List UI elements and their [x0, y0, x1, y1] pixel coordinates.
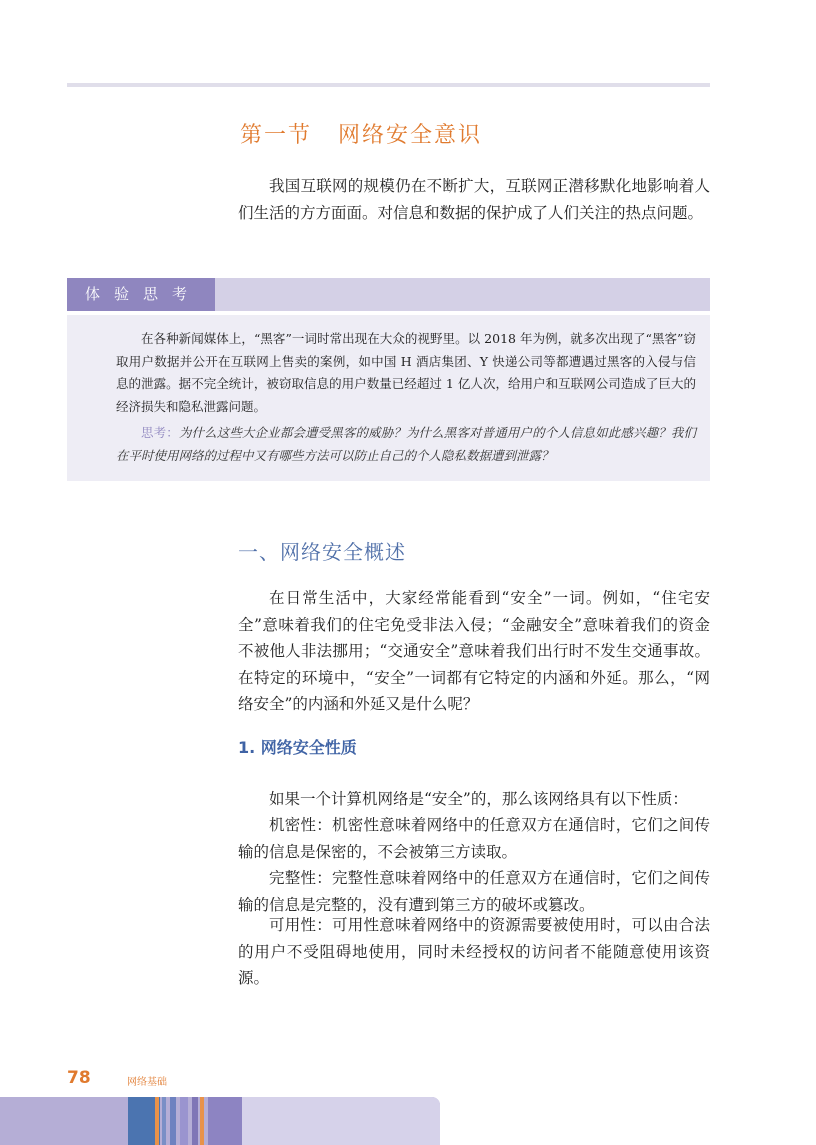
- section-number: 第一节: [240, 123, 313, 148]
- availability-paragraph: 可用性：可用性意味着网络中的资源需要被使用时，可以由合法的用户不受阻碍地使用，同时未经授权的访问者不能随意使用该资源。: [238, 916, 710, 987]
- experience-box: [67, 315, 710, 481]
- experience-box-tag: 体验思考: [67, 278, 215, 311]
- page-number: 78: [67, 1068, 91, 1088]
- experience-box-text: 在各种新闻媒体上，“黑客”一词时常出现在大众的视野里。以 2018 年为例，就多次出现了“黑客”窃取用户数据并公开在互联网上售卖的案例，如中国 H 酒店集团、Y 快递公司等都遭遇过黑客的入侵与信息的泄露。据不完全统计，被窃取信息的用户数量已经超过 1 亿人次，给用户和互联网公司造成了巨大的经济损失和隐私泄露问题。: [116, 331, 696, 414]
- subsection-heading: 一、网络安全概述: [238, 540, 406, 564]
- think-label: 思考：: [141, 425, 179, 440]
- think-text: 为什么这些大企业都会遭受黑客的威胁？为什么黑客对普通用户的个人信息如此感兴趣？我们在平时使用网络的过程中又有哪些方法可以防止自己的个人隐私数据遭到泄露？: [116, 425, 696, 463]
- footer-stripe: [180, 1097, 188, 1145]
- properties-heading: 1. 网络安全性质: [238, 738, 357, 757]
- footer-stripe: [242, 1097, 440, 1145]
- footer-decorative-band: [0, 1097, 440, 1145]
- confidentiality-paragraph: 机密性：机密性意味着网络中的任意双方在通信时，它们之间传输的信息是保密的，不会被第三方读取。: [238, 816, 710, 861]
- experience-box-header: [67, 278, 710, 311]
- book-title: 网络基础: [127, 1077, 167, 1088]
- footer-stripe: [200, 1097, 204, 1145]
- section-title: [240, 118, 482, 149]
- footer-stripe: [170, 1097, 176, 1145]
- footer-stripe: [155, 1097, 159, 1145]
- intro-paragraph: 我国互联网的规模仍在不断扩大，互联网正潜移默化地影响着人们生活的方方面面。对信息和数据的保护成了人们关注的热点问题。: [238, 177, 710, 222]
- section-title-text: 网络安全意识: [338, 123, 483, 148]
- footer-stripe: [162, 1097, 166, 1145]
- safety-paragraph: 在日常生活中，大家经常能看到“安全”一词。例如，“住宅安全”意味着我们的住宅免受非法入侵；“金融安全”意味着我们的资金不被他人非法挪用；“交通安全”意味着我们出行时不发生交通事故。在特定的环境中，“安全”一词都有它特定的内涵和外延。那么，“网络安全”的内涵和外延又是什么呢？: [238, 589, 710, 713]
- properties-intro: 如果一个计算机网络是“安全”的，那么该网络具有以下性质：: [269, 790, 688, 808]
- integrity-paragraph: 完整性：完整性意味着网络中的任意双方在通信时，它们之间传输的信息是完整的，没有遭到第三方的破坏或篡改。: [238, 869, 710, 914]
- footer-stripe: [192, 1097, 198, 1145]
- think-question: [116, 422, 696, 467]
- top-rule: [67, 83, 710, 87]
- footer-stripe: [208, 1097, 242, 1145]
